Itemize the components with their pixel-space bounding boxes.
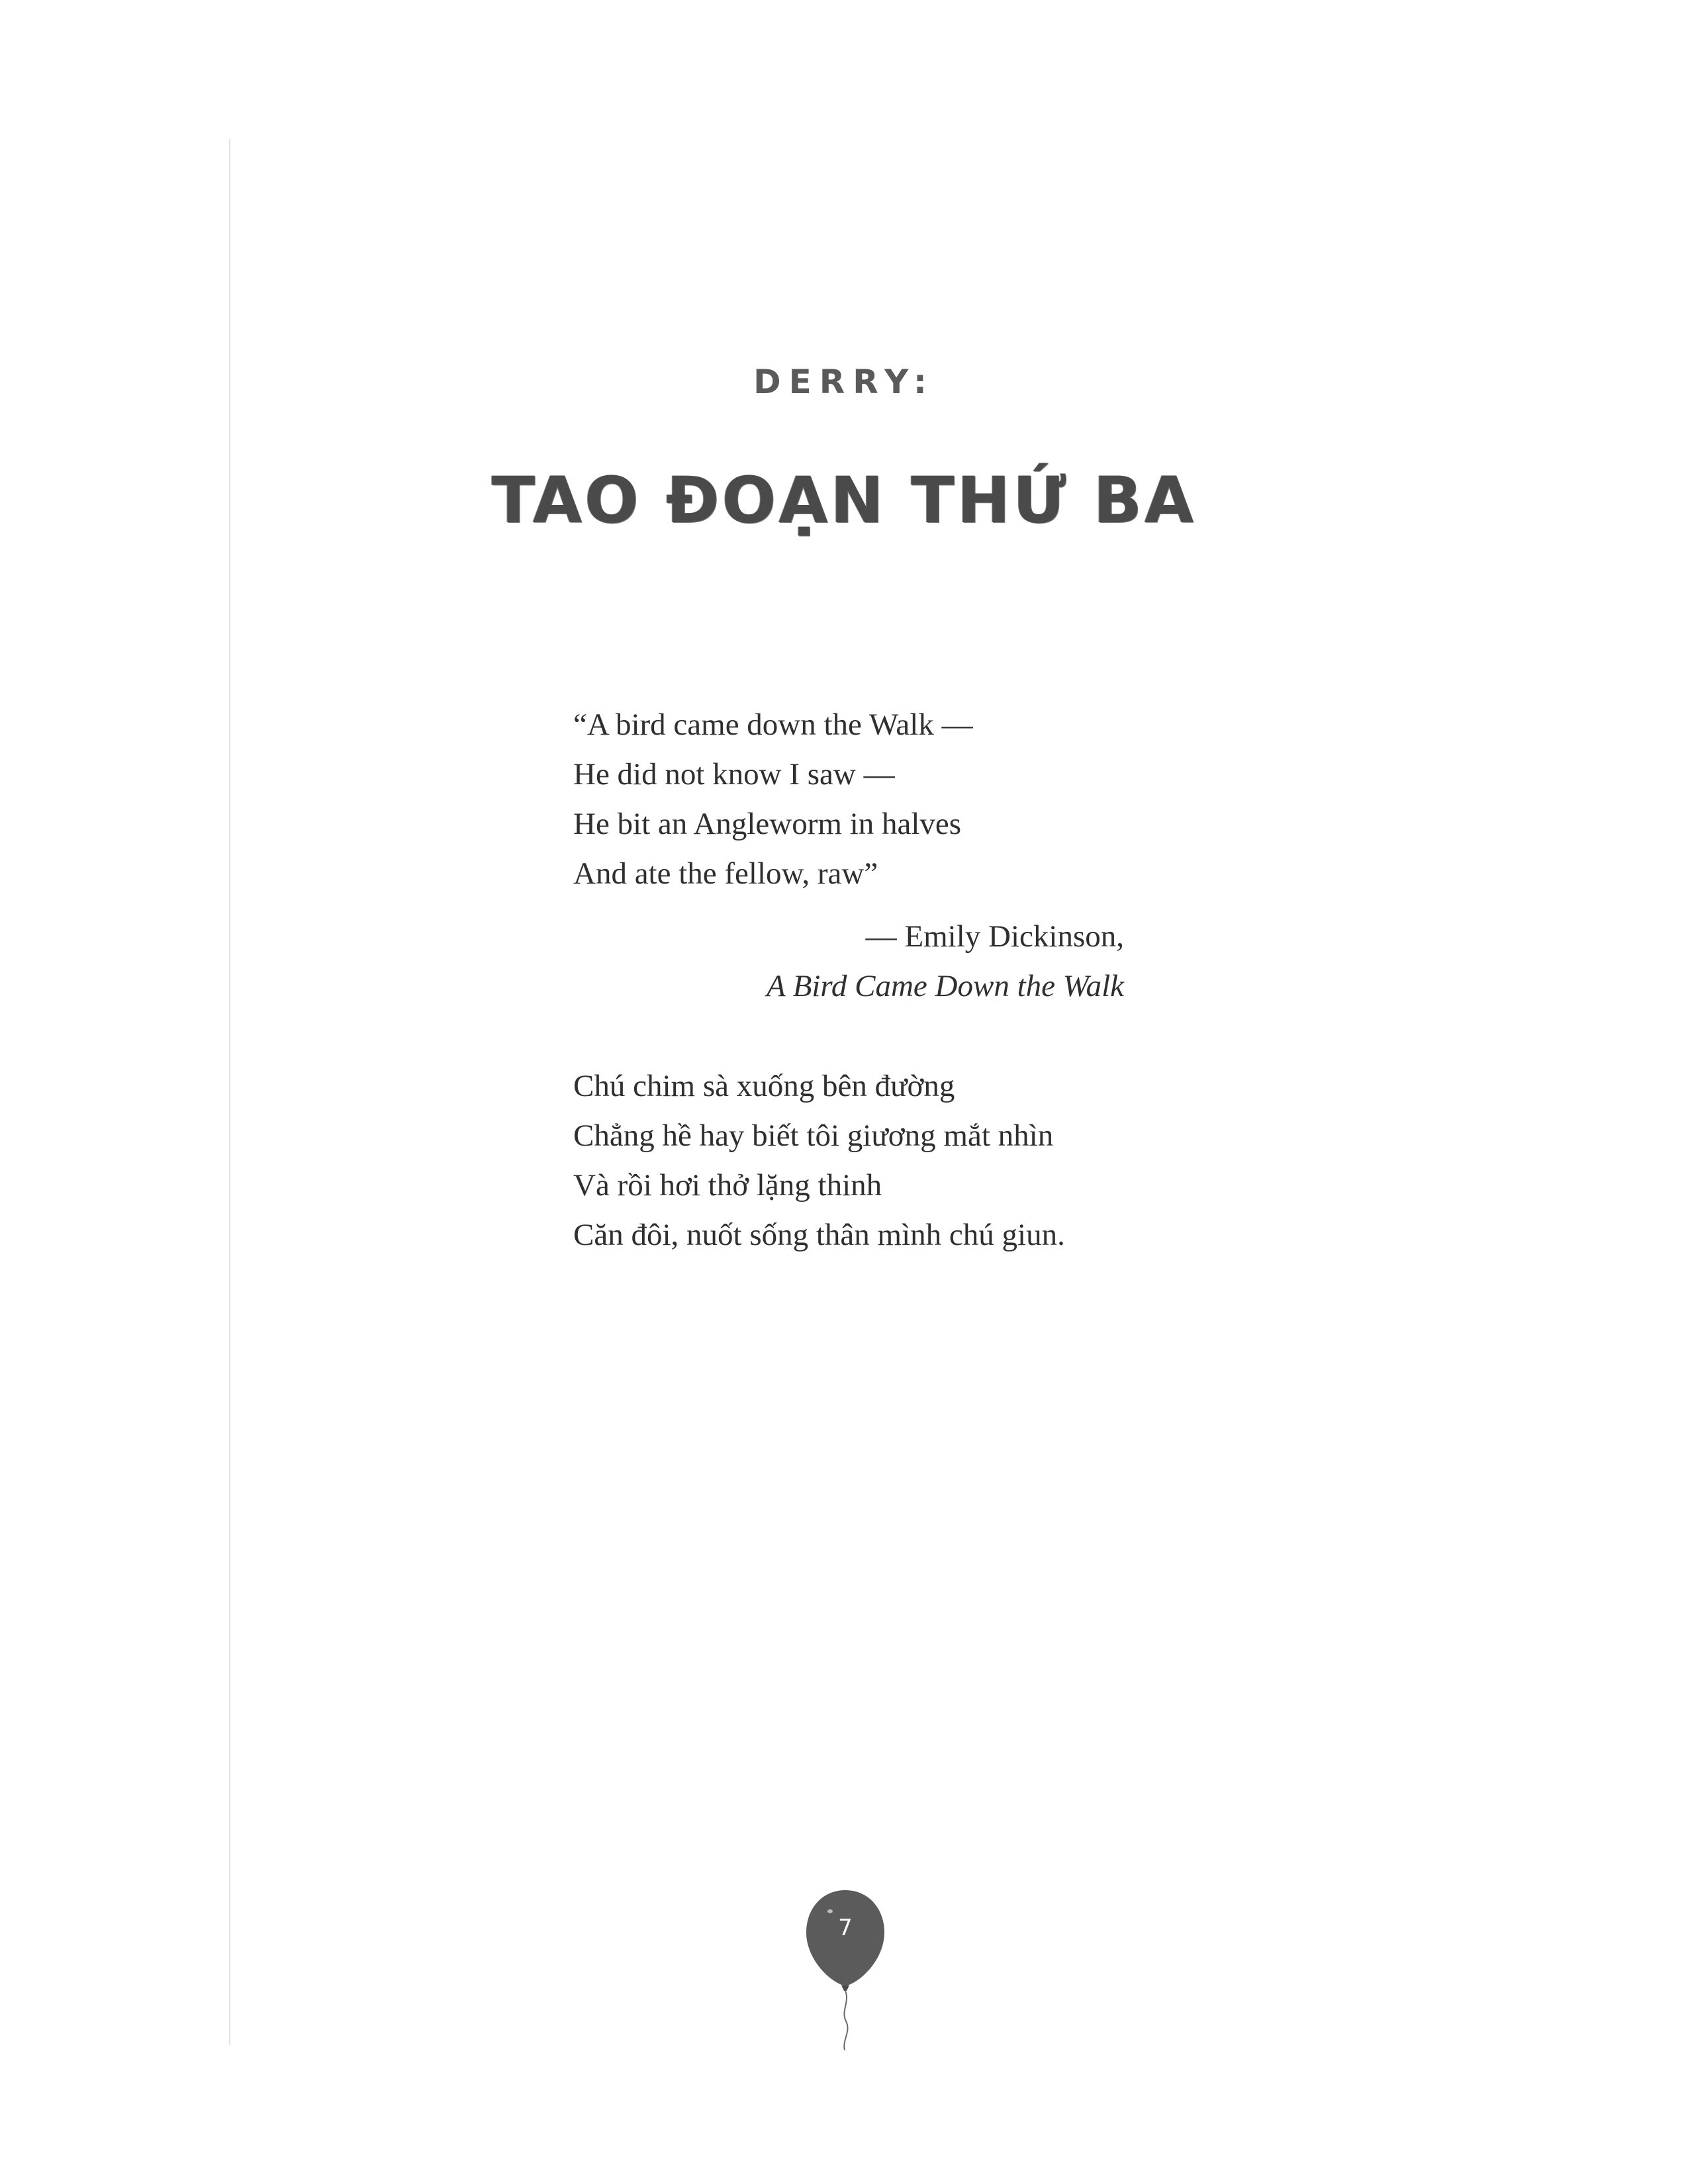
epigraph-line: He did not know I saw —	[573, 757, 895, 792]
translation-line: Chẳng hề hay biết tôi giương mắt nhìn	[573, 1118, 1054, 1153]
epigraph-work-title: A Bird Came Down the Walk	[766, 969, 1124, 1003]
translation-poem	[573, 1062, 1065, 1260]
epigraph-poem	[573, 700, 973, 899]
epigraph-line: He bit an Angleworm in halves	[573, 807, 962, 841]
page-gutter-line	[229, 139, 230, 2045]
epigraph-line: “A bird came down the Walk —	[573, 707, 973, 742]
balloon-icon	[802, 1886, 888, 2052]
epigraph-attribution	[767, 912, 1124, 1011]
chapter-title: TAO ĐOẠN THỨ BA	[491, 463, 1197, 537]
epigraph-line: And ate the fellow, raw”	[573, 856, 878, 891]
balloon-shine	[827, 1909, 833, 1913]
balloon-string	[844, 1991, 847, 2050]
epigraph-author: — Emily Dickinson,	[865, 919, 1124, 954]
balloon-knot	[841, 1985, 849, 1991]
chapter-subtitle: DERRY:	[753, 363, 935, 401]
page-number: 7	[838, 1915, 853, 1941]
translation-line: Và rồi hơi thở lặng thinh	[573, 1168, 882, 1203]
translation-line: Căn đôi, nuốt sống thân mình chú giun.	[573, 1218, 1065, 1252]
translation-line: Chú chim sà xuống bên đường	[573, 1069, 955, 1103]
